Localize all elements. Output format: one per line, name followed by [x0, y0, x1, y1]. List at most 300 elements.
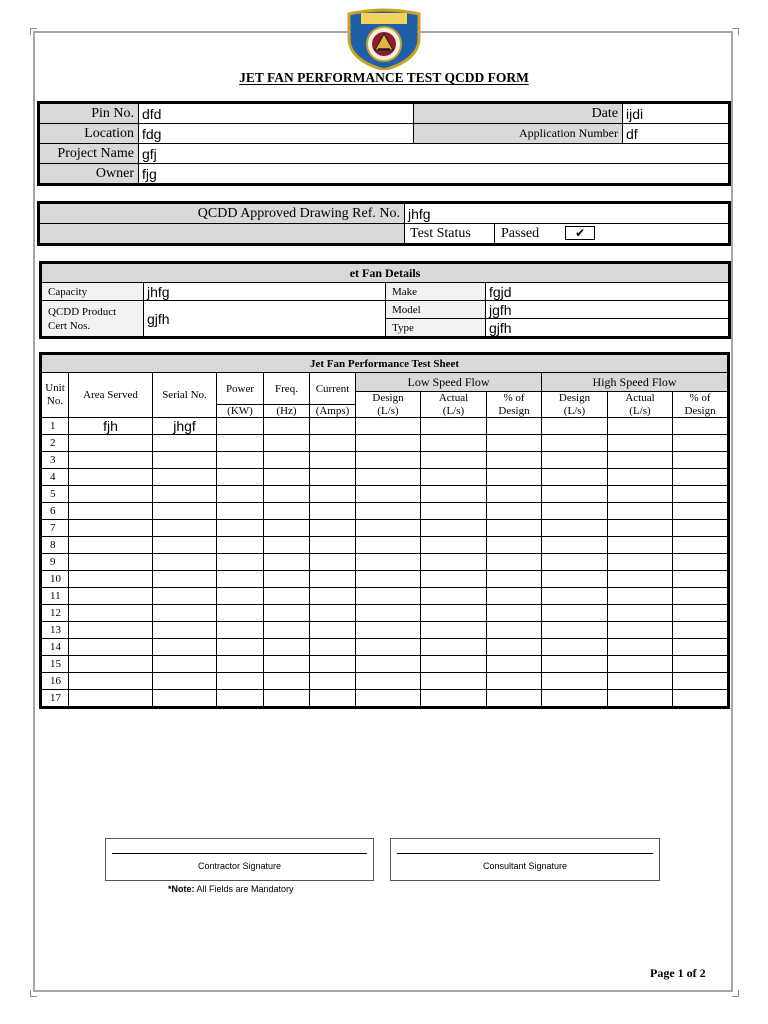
cert-label [42, 301, 144, 337]
application-number-label: Application Number [414, 124, 623, 144]
low-pct-cell[interactable] [487, 639, 542, 656]
fan-details-header: et Fan Details [42, 264, 729, 283]
row-number: 14 [42, 639, 69, 656]
serial-no-cell[interactable] [153, 622, 217, 639]
serial-no-cell[interactable] [153, 520, 217, 537]
col-unit-no [42, 373, 69, 418]
high-actual-cell[interactable] [608, 435, 673, 452]
freq-cell[interactable] [264, 673, 310, 690]
serial-no-cell[interactable] [153, 452, 217, 469]
low-pct-cell[interactable] [487, 554, 542, 571]
freq-cell[interactable] [264, 418, 310, 435]
serial-no-cell[interactable]: jhgf [153, 418, 217, 435]
low-speed-header: Low Speed Flow [356, 373, 542, 392]
high-actual-cell[interactable] [608, 554, 673, 571]
power-cell[interactable] [217, 469, 264, 486]
low-design-cell[interactable] [356, 452, 421, 469]
low-pct-cell[interactable] [487, 588, 542, 605]
mandatory-note [168, 884, 294, 894]
high-actual-cell[interactable] [608, 520, 673, 537]
current-cell[interactable] [310, 486, 356, 503]
high-actual-cell[interactable] [608, 605, 673, 622]
power-cell[interactable] [217, 673, 264, 690]
table-row [42, 503, 728, 520]
drawing-ref-field[interactable]: jhfg [405, 204, 729, 224]
serial-no-cell[interactable] [153, 605, 217, 622]
pin-label: Pin No. [40, 104, 139, 124]
high-design-cell[interactable] [542, 418, 608, 435]
high-pct-cell[interactable] [673, 469, 728, 486]
serial-no-cell[interactable] [153, 639, 217, 656]
table-row [42, 571, 728, 588]
low-design-cell[interactable] [356, 571, 421, 588]
current-cell[interactable] [310, 690, 356, 707]
table-row [42, 622, 728, 639]
high-pct-header: % of [673, 392, 728, 405]
low-design-cell[interactable] [356, 673, 421, 690]
low-actual-cell[interactable] [421, 639, 487, 656]
corner-mark [30, 28, 37, 35]
table-row [42, 639, 728, 656]
pin-field[interactable]: dfd [139, 104, 414, 124]
table-row [42, 452, 728, 469]
page-number [650, 966, 706, 981]
row-number: 6 [42, 503, 69, 520]
col-unit-line-1: Unit [45, 382, 65, 394]
type-label: Type [386, 319, 486, 337]
low-pct-cell[interactable] [487, 503, 542, 520]
power-cell[interactable] [217, 435, 264, 452]
low-actual-cell[interactable] [421, 469, 487, 486]
serial-no-cell[interactable] [153, 673, 217, 690]
freq-cell[interactable] [264, 503, 310, 520]
low-actual-cell[interactable] [421, 605, 487, 622]
model-field[interactable]: jgfh [486, 301, 729, 319]
power-cell[interactable] [217, 571, 264, 588]
power-cell[interactable] [217, 588, 264, 605]
high-design-cell[interactable] [542, 537, 608, 554]
low-actual-cell[interactable] [421, 435, 487, 452]
high-design-cell[interactable] [542, 452, 608, 469]
high-pct-cell[interactable] [673, 656, 728, 673]
freq-cell[interactable] [264, 554, 310, 571]
test-status-label: Test Status [405, 224, 495, 244]
current-cell[interactable] [310, 469, 356, 486]
table-row [42, 435, 728, 452]
low-pct-cell[interactable] [487, 605, 542, 622]
table-row [42, 588, 728, 605]
low-design-cell[interactable] [356, 622, 421, 639]
low-actual-cell[interactable] [421, 673, 487, 690]
freq-cell[interactable] [264, 571, 310, 588]
corner-mark [30, 990, 37, 997]
low-actual-cell[interactable] [421, 656, 487, 673]
high-actual-cell[interactable] [608, 673, 673, 690]
power-cell[interactable] [217, 503, 264, 520]
high-pct-cell[interactable] [673, 554, 728, 571]
power-cell[interactable] [217, 605, 264, 622]
area-served-cell[interactable] [69, 605, 153, 622]
low-pct-cell[interactable] [487, 571, 542, 588]
location-label: Location [40, 124, 139, 144]
area-served-cell[interactable]: fjh [69, 418, 153, 435]
freq-cell[interactable] [264, 639, 310, 656]
note-prefix: *Note: [168, 884, 195, 894]
low-design-cell[interactable] [356, 503, 421, 520]
current-cell[interactable] [310, 571, 356, 588]
cert-label-line-2: Cert Nos. [48, 319, 91, 332]
power-cell[interactable] [217, 639, 264, 656]
area-served-cell[interactable] [69, 503, 153, 520]
row-number: 17 [42, 690, 69, 707]
area-served-cell[interactable] [69, 571, 153, 588]
low-design-cell[interactable] [356, 469, 421, 486]
low-design-cell[interactable] [356, 435, 421, 452]
high-design-unit: (L/s) [542, 405, 608, 418]
cert-label-line-1: QCDD Product [48, 305, 117, 318]
current-cell[interactable] [310, 622, 356, 639]
high-actual-cell[interactable] [608, 656, 673, 673]
col-serial-no: Serial No. [153, 373, 217, 418]
power-cell[interactable] [217, 520, 264, 537]
corner-mark [732, 28, 739, 35]
capacity-field[interactable]: jhfg [144, 283, 386, 301]
low-actual-cell[interactable] [421, 571, 487, 588]
current-cell[interactable] [310, 588, 356, 605]
low-actual-cell[interactable] [421, 537, 487, 554]
serial-no-cell[interactable] [153, 537, 217, 554]
power-cell[interactable] [217, 452, 264, 469]
info-table [39, 103, 729, 184]
low-pct-cell[interactable] [487, 520, 542, 537]
corner-mark [732, 990, 739, 997]
power-cell[interactable] [217, 656, 264, 673]
page-label: Page [650, 966, 675, 980]
note-text: All Fields are Mandatory [194, 884, 294, 894]
current-unit: (Amps) [310, 405, 356, 418]
high-design-cell[interactable] [542, 503, 608, 520]
signature-line [112, 853, 367, 854]
row-number: 7 [42, 520, 69, 537]
current-cell[interactable] [310, 452, 356, 469]
freq-cell[interactable] [264, 622, 310, 639]
high-design-cell[interactable] [542, 435, 608, 452]
high-design-cell[interactable] [542, 469, 608, 486]
row-number: 2 [42, 435, 69, 452]
row-number: 11 [42, 588, 69, 605]
high-design-cell[interactable] [542, 571, 608, 588]
current-cell[interactable] [310, 520, 356, 537]
contractor-signature-label: Contractor Signature [197, 861, 282, 871]
low-pct-cell[interactable] [487, 418, 542, 435]
low-design-cell[interactable] [356, 656, 421, 673]
location-field[interactable]: fdg [139, 124, 414, 144]
high-design-cell[interactable] [542, 520, 608, 537]
table-row [42, 418, 728, 435]
power-cell[interactable] [217, 554, 264, 571]
drawing-ref-label: QCDD Approved Drawing Ref. No. [40, 204, 405, 224]
high-actual-cell[interactable] [608, 571, 673, 588]
high-pct-cell[interactable] [673, 605, 728, 622]
ministry-crest-logo [345, 8, 423, 70]
high-pct-cell[interactable] [673, 520, 728, 537]
application-number-field[interactable]: df [623, 124, 729, 144]
low-pct-cell[interactable] [487, 537, 542, 554]
contractor-signature-box[interactable] [105, 838, 374, 881]
high-actual-unit: (L/s) [608, 405, 673, 418]
high-design-cell[interactable] [542, 588, 608, 605]
area-served-cell[interactable] [69, 673, 153, 690]
power-cell[interactable] [217, 622, 264, 639]
freq-cell[interactable] [264, 435, 310, 452]
high-pct-cell[interactable] [673, 537, 728, 554]
high-pct-cell[interactable] [673, 571, 728, 588]
serial-no-cell[interactable] [153, 486, 217, 503]
low-pct-cell[interactable] [487, 656, 542, 673]
low-actual-cell[interactable] [421, 452, 487, 469]
low-design-header: Design [356, 392, 421, 405]
area-served-cell[interactable] [69, 656, 153, 673]
row-number: 4 [42, 469, 69, 486]
high-pct-cell[interactable] [673, 486, 728, 503]
low-pct-cell[interactable] [487, 673, 542, 690]
current-cell[interactable] [310, 418, 356, 435]
low-actual-cell[interactable] [421, 588, 487, 605]
test-status-value: Passed [501, 225, 540, 241]
area-served-cell[interactable] [69, 690, 153, 707]
table-row [42, 486, 728, 503]
serial-no-cell[interactable] [153, 588, 217, 605]
high-pct-cell[interactable] [673, 622, 728, 639]
low-design-cell[interactable] [356, 690, 421, 707]
row-number: 3 [42, 452, 69, 469]
capacity-label: Capacity [42, 283, 144, 301]
high-actual-cell[interactable] [608, 486, 673, 503]
area-served-cell[interactable] [69, 554, 153, 571]
power-cell[interactable] [217, 486, 264, 503]
low-actual-cell[interactable] [421, 554, 487, 571]
high-actual-cell[interactable] [608, 452, 673, 469]
high-pct-cell[interactable] [673, 435, 728, 452]
col-area-served: Area Served [69, 373, 153, 418]
row-number: 5 [42, 486, 69, 503]
low-actual-unit: (L/s) [421, 405, 487, 418]
area-served-cell[interactable] [69, 452, 153, 469]
high-design-cell[interactable] [542, 622, 608, 639]
high-pct-cell[interactable] [673, 673, 728, 690]
current-cell[interactable] [310, 673, 356, 690]
row-number: 16 [42, 673, 69, 690]
freq-cell[interactable] [264, 588, 310, 605]
high-pct-cell[interactable] [673, 452, 728, 469]
low-pct-cell[interactable] [487, 452, 542, 469]
high-actual-cell[interactable] [608, 418, 673, 435]
high-actual-cell[interactable] [608, 622, 673, 639]
low-design-cell[interactable] [356, 588, 421, 605]
row-number: 15 [42, 656, 69, 673]
col-freq: Freq. [264, 373, 310, 405]
signature-line [397, 853, 653, 854]
high-design-cell[interactable] [542, 690, 608, 707]
page-total: 2 [699, 966, 706, 980]
col-unit-line-2: No. [46, 395, 64, 407]
low-pct-header: % of [487, 392, 542, 405]
row-number: 13 [42, 622, 69, 639]
low-actual-cell[interactable] [421, 520, 487, 537]
high-actual-header: Actual [608, 392, 673, 405]
low-actual-cell[interactable] [421, 622, 487, 639]
form-title: JET FAN PERFORMANCE TEST QCDD FORM [239, 70, 529, 85]
low-pct-cell[interactable] [487, 435, 542, 452]
low-design-cell[interactable] [356, 486, 421, 503]
low-actual-cell[interactable] [421, 503, 487, 520]
date-field[interactable]: ijdi [623, 104, 729, 124]
page-of: of [686, 966, 697, 980]
table-row [42, 673, 728, 690]
approval-blank-cell [40, 224, 405, 244]
table-row [42, 605, 728, 622]
freq-cell[interactable] [264, 656, 310, 673]
serial-no-cell[interactable] [153, 571, 217, 588]
high-pct-cell[interactable] [673, 690, 728, 707]
high-pct-cell[interactable] [673, 588, 728, 605]
high-actual-cell[interactable] [608, 469, 673, 486]
row-number: 10 [42, 571, 69, 588]
current-cell[interactable] [310, 656, 356, 673]
current-cell[interactable] [310, 605, 356, 622]
high-actual-cell[interactable] [608, 639, 673, 656]
area-served-cell[interactable] [69, 639, 153, 656]
type-field[interactable]: gjfh [486, 319, 729, 337]
checkmark-icon[interactable]: ✔ [565, 226, 595, 240]
current-cell[interactable] [310, 554, 356, 571]
low-design-cell[interactable] [356, 537, 421, 554]
performance-header: Jet Fan Performance Test Sheet [42, 355, 728, 373]
low-design-cell[interactable] [356, 639, 421, 656]
high-design-cell[interactable] [542, 673, 608, 690]
row-number: 9 [42, 554, 69, 571]
high-pct-cell[interactable] [673, 639, 728, 656]
current-cell[interactable] [310, 435, 356, 452]
low-pct-cell[interactable] [487, 486, 542, 503]
project-name-label: Project Name [40, 144, 139, 164]
high-pct-cell[interactable] [673, 503, 728, 520]
high-actual-cell[interactable] [608, 690, 673, 707]
power-cell[interactable] [217, 418, 264, 435]
area-served-cell[interactable] [69, 435, 153, 452]
power-cell[interactable] [217, 537, 264, 554]
low-pct-cell[interactable] [487, 622, 542, 639]
high-design-cell[interactable] [542, 656, 608, 673]
owner-field[interactable]: fjg [139, 164, 729, 184]
fan-details-table [41, 263, 729, 337]
high-design-cell[interactable] [542, 639, 608, 656]
area-served-cell[interactable] [69, 469, 153, 486]
low-design-cell[interactable] [356, 605, 421, 622]
table-row [42, 690, 728, 707]
low-actual-cell[interactable] [421, 418, 487, 435]
freq-cell[interactable] [264, 452, 310, 469]
low-design-cell[interactable] [356, 418, 421, 435]
row-number: 1 [42, 418, 69, 435]
current-cell[interactable] [310, 537, 356, 554]
freq-unit: (Hz) [264, 405, 310, 418]
make-field[interactable]: fgjd [486, 283, 729, 301]
freq-cell[interactable] [264, 537, 310, 554]
model-label: Model [386, 301, 486, 319]
current-cell[interactable] [310, 503, 356, 520]
low-design-cell[interactable] [356, 520, 421, 537]
high-actual-cell[interactable] [608, 588, 673, 605]
high-design-header: Design [542, 392, 608, 405]
current-cell[interactable] [310, 639, 356, 656]
col-current: Current [310, 373, 356, 405]
high-design-cell[interactable] [542, 486, 608, 503]
high-design-cell[interactable] [542, 554, 608, 571]
freq-cell[interactable] [264, 520, 310, 537]
serial-no-cell[interactable] [153, 503, 217, 520]
freq-cell[interactable] [264, 690, 310, 707]
table-row [42, 554, 728, 571]
date-label: Date [414, 104, 623, 124]
page-current: 1 [677, 966, 684, 980]
area-served-cell[interactable] [69, 520, 153, 537]
low-pct-unit: Design [487, 405, 542, 418]
high-actual-cell[interactable] [608, 503, 673, 520]
table-row [42, 656, 728, 673]
table-row [42, 469, 728, 486]
serial-no-cell[interactable] [153, 690, 217, 707]
power-cell[interactable] [217, 690, 264, 707]
low-actual-cell[interactable] [421, 486, 487, 503]
low-actual-header: Actual [421, 392, 487, 405]
row-number: 12 [42, 605, 69, 622]
col-power: Power [217, 373, 264, 405]
low-design-cell[interactable] [356, 554, 421, 571]
cert-field[interactable]: gjfh [144, 301, 386, 337]
high-speed-header: High Speed Flow [542, 373, 728, 392]
serial-no-cell[interactable] [153, 554, 217, 571]
test-status-field[interactable] [495, 224, 729, 244]
approval-table [39, 203, 729, 244]
serial-no-cell[interactable] [153, 656, 217, 673]
serial-no-cell[interactable] [153, 469, 217, 486]
high-design-cell[interactable] [542, 605, 608, 622]
area-served-cell[interactable] [69, 537, 153, 554]
high-pct-cell[interactable] [673, 418, 728, 435]
table-row [42, 537, 728, 554]
area-served-cell[interactable] [69, 622, 153, 639]
high-actual-cell[interactable] [608, 537, 673, 554]
project-name-field[interactable]: gfj [139, 144, 729, 164]
performance-table [41, 354, 728, 707]
freq-cell[interactable] [264, 469, 310, 486]
freq-cell[interactable] [264, 486, 310, 503]
low-design-unit: (L/s) [356, 405, 421, 418]
area-served-cell[interactable] [69, 588, 153, 605]
low-pct-cell[interactable] [487, 469, 542, 486]
make-label: Make [386, 283, 486, 301]
low-pct-cell[interactable] [487, 690, 542, 707]
serial-no-cell[interactable] [153, 435, 217, 452]
low-actual-cell[interactable] [421, 690, 487, 707]
consultant-signature-box[interactable] [390, 838, 660, 881]
high-pct-unit: Design [673, 405, 728, 418]
power-unit: (KW) [217, 405, 264, 418]
consultant-signature-label: Consultant Signature [482, 861, 568, 871]
freq-cell[interactable] [264, 605, 310, 622]
area-served-cell[interactable] [69, 486, 153, 503]
